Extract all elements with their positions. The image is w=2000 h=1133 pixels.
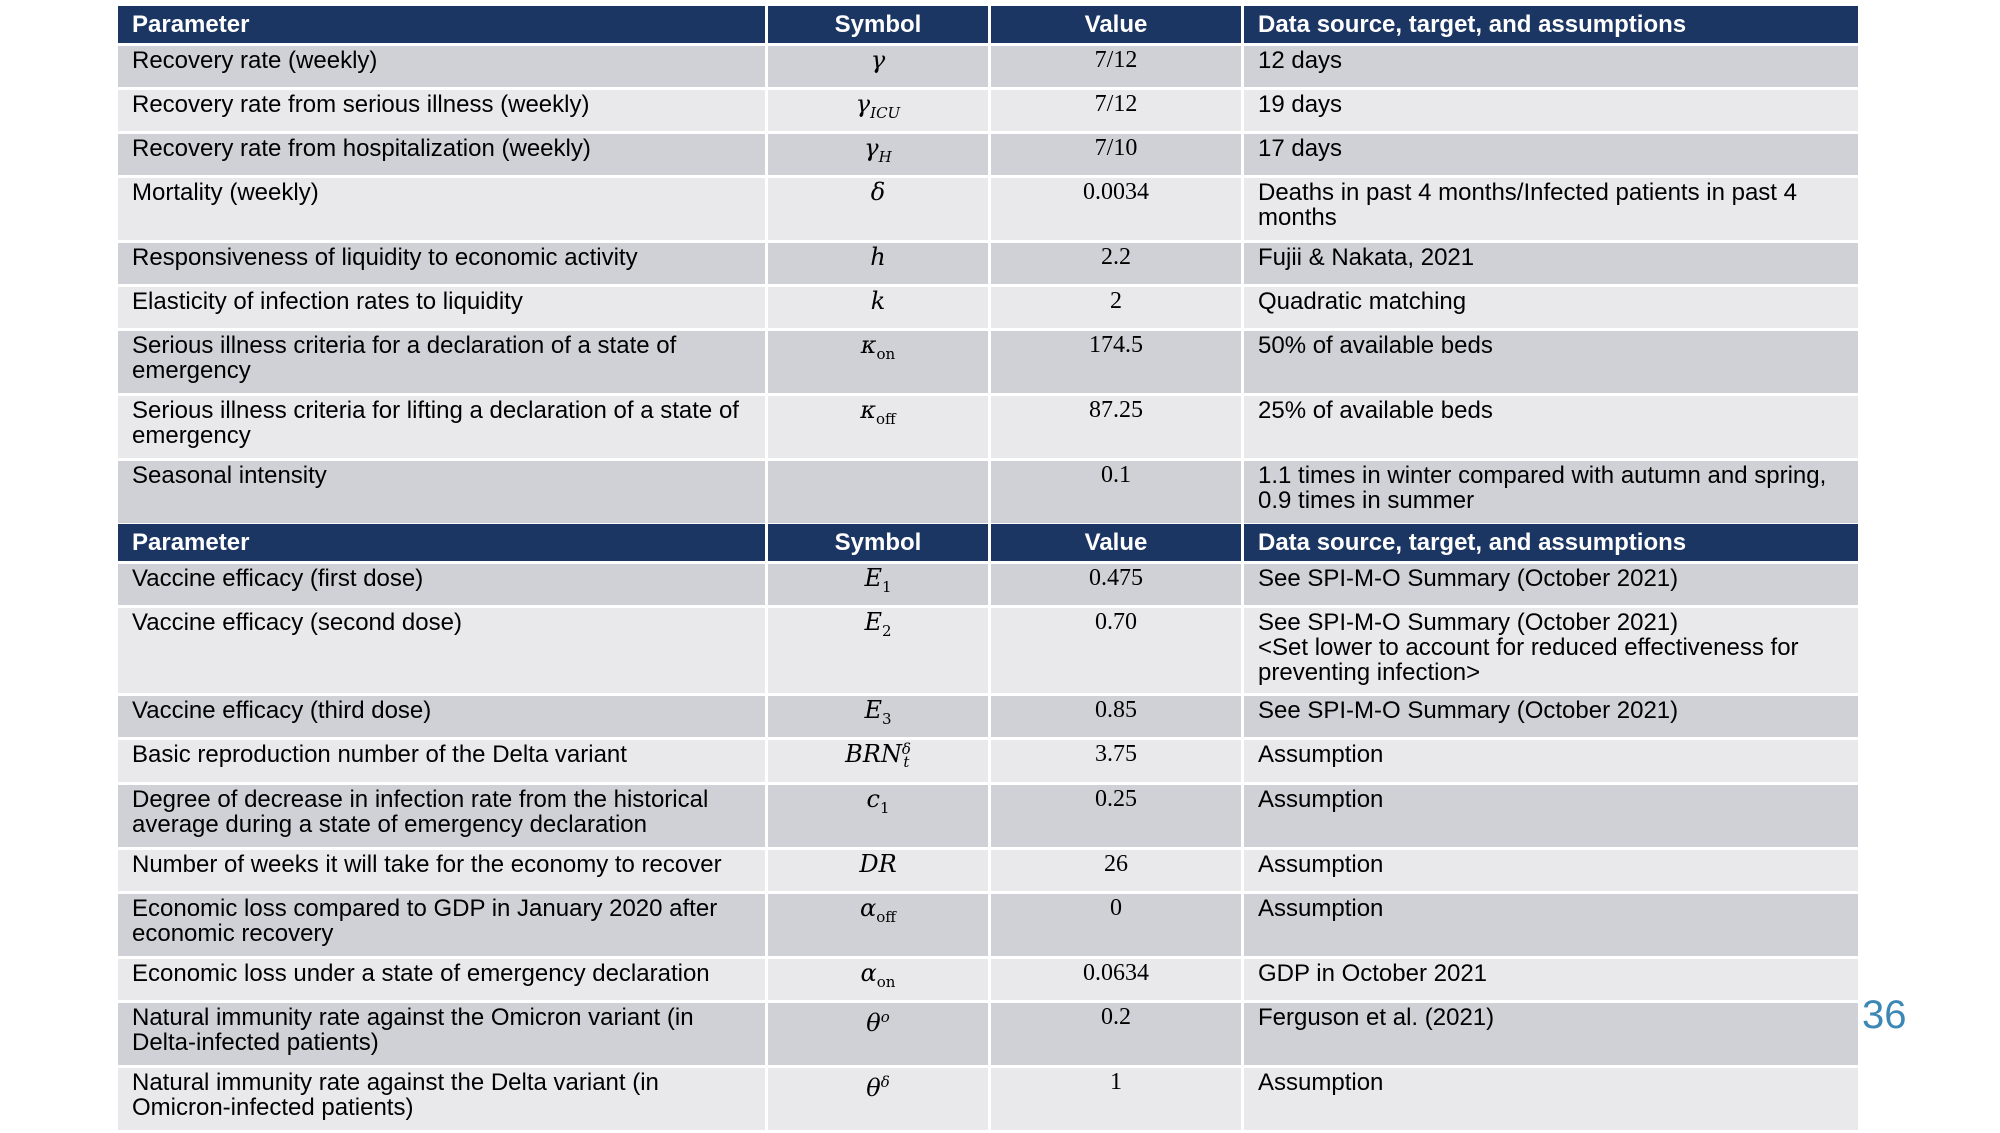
symbol-cell: DR — [765, 850, 988, 891]
value-cell: 7/12 — [988, 90, 1241, 131]
source-cell: 25% of available beds — [1241, 396, 1858, 458]
table-row — [118, 331, 1858, 393]
symbol-cell: $\gamma_{ICU}$ — [765, 90, 988, 131]
source-cell: Assumption — [1241, 894, 1858, 956]
table-row — [118, 959, 1858, 1000]
table-header-row — [118, 6, 1858, 43]
source-line: See SPI-M-O Summary (October 2021) — [1258, 609, 1679, 636]
parameter-cell: Natural immunity rate against the Delta variant (in Omicron-infected patients) — [118, 1068, 765, 1130]
source-cell: 12 days — [1241, 46, 1858, 87]
table-row — [118, 134, 1858, 175]
parameter-cell: Elasticity of infection rates to liquidity — [118, 287, 765, 328]
symbol-cell: k — [765, 287, 988, 328]
symbol-cell: $\alpha_{on}$ — [765, 959, 988, 1000]
value-cell: 0.0634 — [988, 959, 1241, 1000]
value-cell: 7/12 — [988, 46, 1241, 87]
symbol-cell: $\theta^o$ — [765, 1003, 988, 1065]
parameter-cell: Vaccine efficacy (third dose) — [118, 696, 765, 737]
table-row — [118, 396, 1858, 458]
source-cell: Deaths in past 4 months/Infected patients in past 4 months — [1241, 178, 1858, 240]
source-cell: Assumption — [1241, 785, 1858, 847]
header-value: Value — [988, 524, 1241, 561]
symbol-cell: $\gamma_H$ — [765, 134, 988, 175]
parameter-cell: Natural immunity rate against the Omicron variant (in Delta-infected patients) — [118, 1003, 765, 1065]
symbol-cell: δ — [765, 178, 988, 240]
table-row — [118, 1068, 1858, 1130]
parameter-cell: Economic loss under a state of emergency declaration — [118, 959, 765, 1000]
value-cell: 1 — [988, 1068, 1241, 1130]
table-row — [118, 46, 1858, 87]
table-row — [118, 696, 1858, 737]
header-source: Data source, target, and assumptions — [1241, 524, 1858, 561]
symbol-cell: $\kappa_{off}$ — [765, 396, 988, 458]
parameter-table-1 — [118, 3, 1858, 526]
parameter-table-2 — [118, 521, 1858, 1133]
value-cell: 0.475 — [988, 564, 1241, 605]
header-source: Data source, target, and assumptions — [1241, 6, 1858, 43]
table-row — [118, 894, 1858, 956]
table-row — [118, 1003, 1858, 1065]
table-header-row — [118, 524, 1858, 561]
value-cell: 0.1 — [988, 461, 1241, 523]
table-row — [118, 243, 1858, 284]
symbol-cell: $\theta^\delta$ — [765, 1068, 988, 1130]
header-value: Value — [988, 6, 1241, 43]
header-parameter: Parameter — [118, 6, 765, 43]
symbol-cell: h — [765, 243, 988, 284]
parameter-cell: Recovery rate from hospitalization (weekly) — [118, 134, 765, 175]
table-row — [118, 850, 1858, 891]
symbol-cell: $\alpha_{off}$ — [765, 894, 988, 956]
parameter-cell: Economic loss compared to GDP in January 2020 after economic recovery — [118, 894, 765, 956]
source-cell: Assumption — [1241, 1068, 1858, 1130]
symbol-cell: $\kappa_{on}$ — [765, 331, 988, 393]
parameter-cell: Degree of decrease in infection rate from the historical average during a state of emergency declaration — [118, 785, 765, 847]
table-row — [118, 287, 1858, 328]
symbol-cell: $c_1$ — [765, 785, 988, 847]
symbol-cell: $E_1$ — [765, 564, 988, 605]
value-cell: 0 — [988, 894, 1241, 956]
table-row — [118, 90, 1858, 131]
value-cell: 3.75 — [988, 740, 1241, 782]
source-cell — [1241, 608, 1858, 693]
value-cell: 0.25 — [988, 785, 1241, 847]
parameter-cell: Serious illness criteria for lifting a declaration of a state of emergency — [118, 396, 765, 458]
source-cell: See SPI-M-O Summary (October 2021) — [1241, 564, 1858, 605]
header-symbol: Symbol — [765, 6, 988, 43]
source-cell: Assumption — [1241, 850, 1858, 891]
symbol-cell: γ — [765, 46, 988, 87]
parameter-cell: Vaccine efficacy (first dose) — [118, 564, 765, 605]
table-row — [118, 740, 1858, 782]
table-row — [118, 608, 1858, 693]
value-cell: 87.25 — [988, 396, 1241, 458]
value-cell: 2 — [988, 287, 1241, 328]
source-cell: Fujii & Nakata, 2021 — [1241, 243, 1858, 284]
symbol-cell: $E_2$ — [765, 608, 988, 693]
source-cell: 17 days — [1241, 134, 1858, 175]
source-cell: GDP in October 2021 — [1241, 959, 1858, 1000]
source-cell: Quadratic matching — [1241, 287, 1858, 328]
parameter-cell: Mortality (weekly) — [118, 178, 765, 240]
table-row — [118, 178, 1858, 240]
source-cell: 50% of available beds — [1241, 331, 1858, 393]
parameter-cell: Vaccine efficacy (second dose) — [118, 608, 765, 693]
symbol-cell: $E_3$ — [765, 696, 988, 737]
parameter-cell: Number of weeks it will take for the economy to recover — [118, 850, 765, 891]
header-symbol: Symbol — [765, 524, 988, 561]
source-cell: 1.1 times in winter compared with autumn and spring, 0.9 times in summer — [1241, 461, 1858, 523]
source-cell: Assumption — [1241, 740, 1858, 782]
value-cell: 7/10 — [988, 134, 1241, 175]
source-cell: See SPI-M-O Summary (October 2021) — [1241, 696, 1858, 737]
page-number: 36 — [1862, 993, 1907, 1037]
value-cell: 174.5 — [988, 331, 1241, 393]
parameter-cell: Recovery rate (weekly) — [118, 46, 765, 87]
parameter-cell: Responsiveness of liquidity to economic activity — [118, 243, 765, 284]
value-cell: 0.70 — [988, 608, 1241, 693]
symbol-cell: BRN δ t — [765, 740, 988, 782]
table-row — [118, 785, 1858, 847]
table-row — [118, 461, 1858, 523]
source-cell: Ferguson et al. (2021) — [1241, 1003, 1858, 1065]
parameter-cell: Serious illness criteria for a declaration of a state of emergency — [118, 331, 765, 393]
source-cell: 19 days — [1241, 90, 1858, 131]
value-cell: 0.2 — [988, 1003, 1241, 1065]
parameter-cell: Basic reproduction number of the Delta variant — [118, 740, 765, 782]
value-cell: 0.0034 — [988, 178, 1241, 240]
value-cell: 2.2 — [988, 243, 1241, 284]
table-row — [118, 564, 1858, 605]
value-cell: 0.85 — [988, 696, 1241, 737]
parameter-cell: Seasonal intensity — [118, 461, 765, 523]
source-line: <Set lower to account for reduced effectiveness for preventing infection> — [1258, 634, 1799, 686]
header-parameter: Parameter — [118, 524, 765, 561]
value-cell: 26 — [988, 850, 1241, 891]
parameter-cell: Recovery rate from serious illness (weekly) — [118, 90, 765, 131]
symbol-cell — [765, 461, 988, 523]
